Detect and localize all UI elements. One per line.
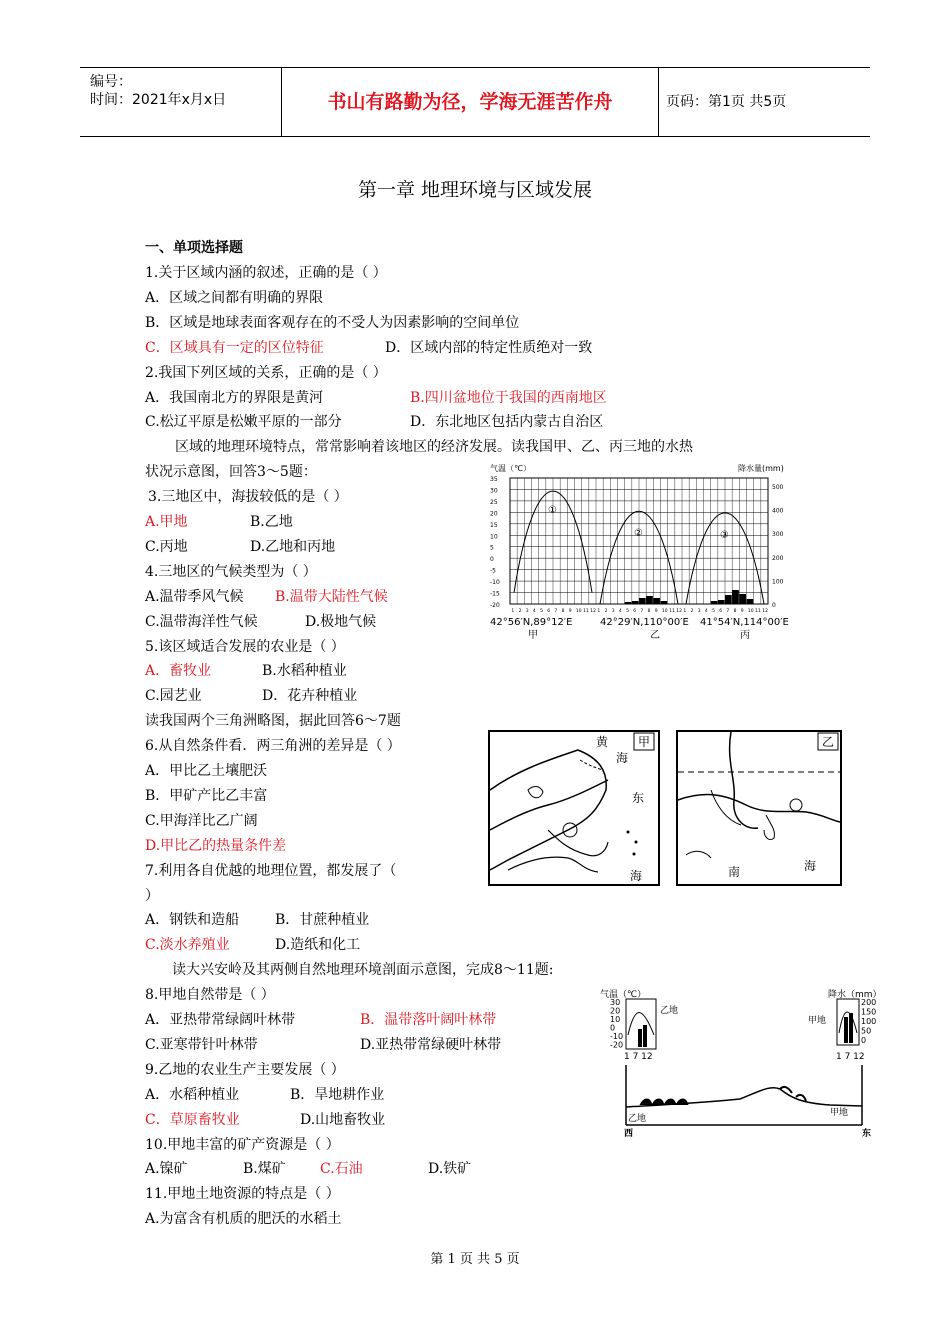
place-yi: 乙	[650, 630, 660, 640]
profile-figure	[600, 985, 880, 1137]
temp-tick: -10	[490, 579, 500, 587]
temp-tick: 25	[490, 498, 498, 506]
question-option: B．温带落叶阔叶林带	[360, 1012, 497, 1028]
month-tick: 7	[640, 609, 644, 614]
precip-tick: 500	[772, 484, 784, 491]
profile-precip-tick: 50	[861, 1026, 872, 1036]
yi-map-tag: 乙	[822, 735, 835, 749]
question-line: A．甲比乙土壤肥沃	[145, 763, 268, 779]
question-line: C.淡水养殖业	[145, 937, 230, 954]
month-tick: 12	[676, 609, 683, 614]
precip-bar	[625, 602, 632, 604]
question-line: A.为富含有机质的肥沃的水稻土	[145, 1211, 342, 1228]
month-tick: 7	[554, 609, 558, 614]
profile-months-left: 1 7 12	[624, 1052, 653, 1062]
temp-tick: -5	[490, 567, 496, 575]
jia-label-huang: 黄	[596, 735, 609, 749]
question-option: D.极地气候	[305, 613, 377, 630]
question-line: 读我国两个三角洲略图，据此回答6～7题	[145, 713, 401, 730]
chapter-title: 第一章 地理环境与区域发展	[357, 179, 593, 201]
profile-months-right: 1 7 12	[836, 1052, 865, 1062]
precip-tick: 0	[772, 602, 776, 609]
precip-bar	[725, 595, 732, 604]
question-line: 读大兴安岭及其两侧自然地理环境剖面示意图，完成8～11题:	[172, 962, 554, 979]
month-tick: 3	[697, 609, 701, 614]
month-tick: 11	[669, 609, 675, 614]
question-line: C.甲海洋比乙广阔	[145, 812, 258, 829]
question-line: 9.乙地的农业生产主要发展（ ）	[145, 1061, 345, 1078]
temp-tick: 10	[490, 533, 498, 541]
question-option: B.水稻种植业	[262, 663, 347, 680]
profile-temp-tick: 0	[610, 1023, 616, 1033]
profile-temp-tick: -20	[610, 1040, 624, 1050]
profile-jia-chart-label: 甲地	[808, 1016, 827, 1026]
header-meta	[80, 68, 282, 136]
month-tick: 12	[762, 609, 769, 614]
precip-bar	[732, 590, 739, 604]
precip-bar	[632, 601, 639, 604]
jia-map-tag: 甲	[638, 735, 651, 749]
profile-precip-label: 降水（mm）	[828, 990, 880, 1000]
question-line: 2.我国下列区域的关系，正确的是（ ）	[145, 364, 387, 381]
question-option: B.乙地	[250, 514, 293, 530]
month-tick: 5	[540, 609, 543, 614]
panel-marker: ①	[548, 504, 557, 516]
panel-marker: ③	[720, 530, 729, 542]
temp-tick: -15	[490, 590, 500, 598]
temp-tick: 35	[490, 476, 498, 483]
question-option: B．旱地耕作业	[290, 1086, 385, 1103]
question-option: B.温带大陆性气候	[275, 588, 388, 605]
question-line: 区域的地理环境特点，常常影响着该地区的经济发展。读我国甲、乙、丙三地的水热	[175, 439, 693, 456]
profile-temp-tick: -10	[610, 1032, 624, 1041]
precip-tick: 300	[772, 531, 784, 539]
number-label: 编号：	[90, 74, 132, 90]
delta-map-jia-svg	[488, 730, 660, 886]
month-tick: 8	[733, 609, 737, 614]
question-option: D．花卉种植业	[262, 688, 358, 705]
question-line: 6.从自然条件看．两三角洲的差异是（ ）	[145, 738, 401, 755]
month-tick: 10	[661, 609, 668, 614]
place-bing: 丙	[740, 630, 750, 640]
profile-precip-tick: 100	[861, 1017, 877, 1026]
question-line: C.园艺业	[145, 688, 202, 705]
precip-bar	[711, 601, 718, 604]
temp-tick: 30	[490, 487, 498, 495]
month-tick: 7	[726, 609, 730, 614]
jia-label-hai-1: 海	[616, 751, 629, 765]
month-tick: 4	[532, 609, 536, 614]
delta-map-yi-svg	[676, 730, 842, 886]
question-line: D.甲比乙的热量条件差	[145, 837, 287, 854]
page-header	[80, 67, 870, 137]
place-jia: 甲	[528, 630, 538, 640]
profile-west: 西	[624, 1129, 634, 1137]
profile-jia-ground-label: 甲地	[830, 1108, 849, 1118]
month-tick: 8	[647, 609, 651, 614]
precip-bar	[661, 601, 668, 604]
question-option: D．区域内部的特定性质绝对一致	[385, 339, 593, 356]
question-line: A．畜牧业	[145, 663, 212, 680]
question-line: A.温带季风气候	[145, 588, 244, 605]
temp-tick: 0	[490, 556, 494, 564]
climate-left-axis-label: 气温（℃）	[490, 464, 531, 473]
profile-temp-tick: 30	[610, 998, 621, 1007]
coord-bing: 41°54′N,114°00′E	[700, 617, 789, 628]
precip-tick: 400	[772, 507, 784, 515]
precip-bar	[646, 596, 653, 604]
profile-temp-tick: 20	[610, 1006, 621, 1016]
profile-precip-tick: 0	[861, 1036, 867, 1045]
month-tick: 5	[626, 609, 629, 614]
question-option: D.造纸和化工	[275, 937, 361, 954]
precip-bar	[653, 598, 660, 604]
date-label: 时间：2021年x月x日	[90, 92, 227, 108]
question-option: D.铁矿	[428, 1161, 472, 1178]
question-line: C.丙地	[145, 538, 188, 555]
question-line: 8.甲地自然带是（ ）	[145, 987, 275, 1004]
question-line: A．区域之间都有明确的界限	[145, 289, 324, 306]
profile-svg	[600, 985, 880, 1137]
yi-label-hai: 海	[804, 859, 817, 873]
month-tick: 9	[740, 609, 744, 614]
question-line: ）	[145, 887, 159, 904]
month-tick: 1	[597, 609, 601, 614]
climate-right-axis-label: 降水量(mm)	[738, 464, 784, 473]
precip-bar	[739, 594, 746, 604]
month-tick: 6	[719, 609, 723, 614]
question-option: B.四川盆地位于我国的西南地区	[410, 389, 607, 406]
jia-label-hai-2: 海	[630, 869, 643, 883]
question-line: 1.关于区域内涵的叙述，正确的是（ ）	[145, 265, 387, 281]
question-line: A．亚热带常绿阔叶林带	[145, 1012, 296, 1028]
month-tick: 2	[518, 609, 522, 614]
question-option: D.乙地和丙地	[250, 538, 336, 555]
header-motto: 书山有路勤为径，学海无涯苦作舟	[282, 68, 659, 136]
month-tick: 9	[568, 609, 572, 614]
temp-tick: 15	[490, 521, 498, 529]
question-line: B．区域是地球表面客观存在的不受人为因素影响的空间单位	[145, 314, 520, 331]
coord-jia: 42°56′N,89°12′E	[490, 617, 573, 628]
question-line: B．甲矿产比乙丰富	[145, 787, 268, 804]
month-tick: 3	[525, 609, 529, 614]
month-tick: 4	[618, 609, 622, 614]
profile-east: 东	[862, 1129, 872, 1137]
profile-temp-tick: 10	[610, 1015, 621, 1024]
question-line: 5.该区域适合发展的农业是（ ）	[145, 638, 345, 655]
question-option: D.亚热带常绿硬叶林带	[360, 1036, 502, 1053]
temp-tick: 20	[490, 510, 498, 518]
question-option: C.石油	[320, 1161, 363, 1178]
month-tick: 11	[755, 609, 761, 614]
month-tick: 1	[683, 609, 687, 614]
profile-yi-ground-label: 乙地	[628, 1114, 647, 1124]
month-tick: 4	[704, 609, 708, 614]
question-line: A.甲地	[145, 514, 188, 530]
question-line: A.镍矿	[145, 1161, 188, 1178]
header-page-info: 页码：第1页 共5页	[666, 94, 787, 110]
delta-map-jia	[488, 730, 660, 886]
profile-precip-tick: 150	[861, 1007, 877, 1017]
month-tick: 9	[654, 609, 658, 614]
section-heading: 一、单项选择题	[145, 240, 243, 256]
climate-chart	[488, 460, 800, 640]
jia-label-dong: 东	[632, 791, 645, 805]
month-tick: 8	[561, 609, 565, 614]
month-tick: 1	[511, 609, 515, 614]
question-line: C.温带海洋性气候	[145, 613, 258, 630]
question-line: C.亚寒带针叶林带	[145, 1036, 258, 1053]
question-line: 11.甲地土地资源的特点是（ ）	[145, 1186, 340, 1203]
question-line: C．草原畜牧业	[145, 1111, 240, 1128]
month-tick: 12	[590, 609, 597, 614]
precip-bar	[718, 600, 725, 604]
question-line: 3.三地区中，海拔较低的是（ ）	[148, 489, 348, 506]
question-line: A．我国南北方的界限是黄河	[145, 389, 324, 406]
month-tick: 11	[583, 609, 589, 614]
question-line: 7.利用各自优越的地理位置，都发展了（	[145, 862, 397, 879]
question-option: B.煤矿	[243, 1161, 286, 1178]
climate-chart-figure	[488, 460, 800, 640]
profile-yi-chart-label: 乙地	[660, 1006, 679, 1016]
month-tick: 10	[747, 609, 754, 614]
precip-bar	[747, 599, 754, 604]
question-line: 10.甲地丰富的矿产资源是（ ）	[145, 1136, 340, 1153]
question-option: D．东北地区包括内蒙古自治区	[410, 414, 604, 431]
question-line: 4.三地区的气候类型为（ ）	[145, 563, 317, 580]
month-tick: 6	[633, 609, 637, 614]
precip-tick: 100	[772, 578, 784, 586]
question-line: C．区域具有一定的区位特征	[145, 339, 324, 356]
precip-tick: 200	[772, 554, 784, 562]
month-tick: 6	[547, 609, 551, 614]
coord-yi: 42°29′N,110°00′E	[600, 617, 689, 628]
yi-label-nan: 南	[728, 865, 741, 879]
month-tick: 2	[604, 609, 608, 614]
delta-map-yi	[676, 730, 842, 886]
month-tick: 5	[712, 609, 715, 614]
profile-temp-label: 气温（℃）	[600, 990, 647, 1000]
panel-marker: ②	[634, 527, 643, 539]
question-option: B．甘蔗种植业	[275, 912, 370, 929]
question-line: A．水稻种植业	[145, 1086, 240, 1103]
question-line: 状况示意图，回答3～5题：	[145, 464, 317, 481]
precip-bar	[639, 598, 646, 604]
question-line: C.松辽平原是松嫩平原的一部分	[145, 414, 342, 431]
profile-precip-tick: 200	[861, 998, 877, 1007]
month-tick: 10	[575, 609, 582, 614]
temp-tick: -20	[490, 602, 500, 609]
question-line: A．钢铁和造船	[145, 912, 240, 929]
page-footer: 第 1 页 共 5 页	[430, 1252, 520, 1267]
month-tick: 2	[690, 609, 694, 614]
temp-tick: 5	[490, 544, 494, 552]
month-tick: 3	[611, 609, 615, 614]
question-option: D.山地畜牧业	[300, 1111, 386, 1128]
